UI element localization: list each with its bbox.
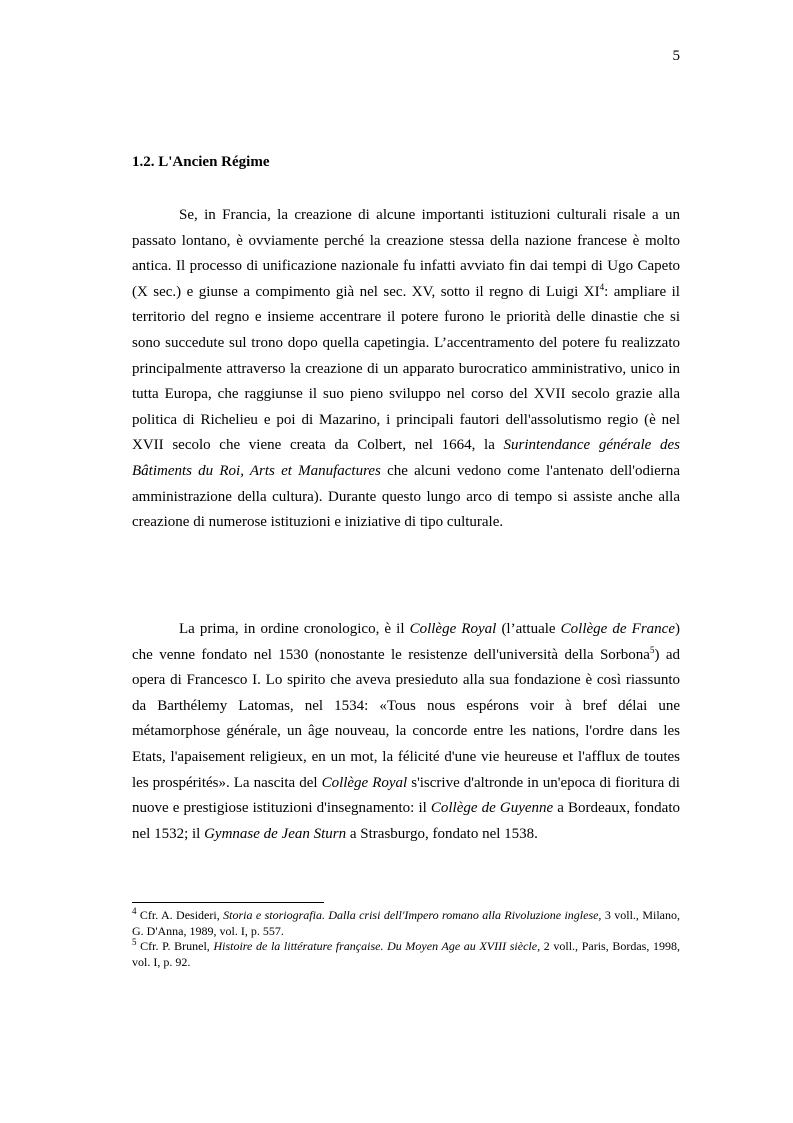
italic-title: Surintendance générale des Bâtiments du Roi, Arts et Manufactures [132, 437, 680, 479]
footnote-text: 2 voll., Paris, Bordas, 1998, vol. I, p. 92. [132, 939, 680, 969]
paragraph-text: : ampliare il territorio del regno e insieme accentrare il potere furono le priorità delle dinastie che si sono succedute sul trono dopo quella capetingia. L’accentramento del potere fu realizzato principalmente attraverso la creazione di un apparato burocratico amministrativo, unico in tutta Europa, che raggiunse il suo pieno sviluppo nel corso del XVII secolo grazie alla politica di Richelieu e poi di Mazarino, i principali fautori dell'assolutismo regio (è nel XVII secolo che viene creata da Colbert, nel 1664, la [132, 283, 680, 454]
footnote-ref: 5 [649, 644, 655, 655]
italic-title: Collège de France [560, 621, 675, 637]
footnote-title: Storia e storiografia. Dalla crisi dell'Impero romano alla Rivoluzione inglese, [223, 908, 602, 922]
paragraph-text: a Bordeaux, fondato nel 1532; il [132, 800, 681, 842]
section-heading: 1.2. L'Ancien Régime [132, 154, 270, 170]
footnote-ref: 4 [599, 281, 605, 292]
footnote-divider [132, 902, 324, 903]
italic-title: Collège de Guyenne [430, 800, 554, 817]
footnote-title: Histoire de la littérature française. Du Moyen Age au XVIII siècle, [213, 939, 541, 953]
footnote [132, 908, 680, 939]
paragraph-text: a Strasburgo, fondato nel 1538. [346, 825, 538, 842]
footnote-number: 5 [132, 937, 137, 947]
italic-title: Collège Royal [409, 621, 497, 637]
page-number: 5 [672, 48, 680, 64]
footnote-text: 3 voll., Milano, G. D'Anna, 1989, vol. I, p. 557. [132, 908, 680, 938]
footnote-number: 4 [132, 906, 137, 916]
italic-title: Gymnase de Jean Sturn [204, 825, 347, 842]
body-paragraph [132, 617, 680, 847]
paragraph-text: Se, in Francia, la creazione di alcune importanti istituzioni culturali risale a un passato lontano, è ovviamente perché la creazione stessa della nazione francese è molto antica. Il processo di unificazione nazionale fu infatti avviato fin dai tempi di Ugo Capeto (X sec.) e giunse a compimento già nel sec. XV, sotto il regno di Luigi XI [132, 207, 680, 300]
footnote [132, 939, 680, 970]
italic-title: Collège Royal [321, 774, 408, 791]
paragraph-text: ) ad opera di Francesco I. Lo spirito che aveva presieduto alla sua fondazione è così riassunto da Barthélemy Latomas, nel 1534: «Tous nous espérons voir à bref délai une métamorphose générale, un âge nouveau, la concorde entre les nations, l'ordre dans les Etats, l'apaisement religieux, en un mot, la félicité d'une vie heureuse et l'afflux de toutes les prospérités». La nascita del [132, 646, 680, 791]
paragraph-text: ) che venne fondato nel 1530 (nonostante le resistenze dell'università della Sorbona [132, 621, 680, 663]
paragraph-text: (l’attuale [496, 621, 561, 637]
body-paragraph [132, 203, 680, 536]
footnotes [132, 908, 680, 970]
footnote-text: Cfr. P. Brunel, [136, 939, 214, 953]
paragraph-text: La prima, in ordine cronologico, è il [179, 621, 410, 637]
paragraph-text: s'iscrive d'altronde in un'epoca di fioritura di nuove e prestigiose istituzioni d'insegnamento: il [132, 774, 680, 817]
paragraph-text: che alcuni vedono come l'antenato dell'odierna amministrazione della cultura). Durante questo lungo arco di tempo si assiste anche alla creazione di numerose istituzioni e iniziative di tipo culturale. [132, 462, 680, 531]
footnote-text: Cfr. A. Desideri, [136, 908, 224, 922]
